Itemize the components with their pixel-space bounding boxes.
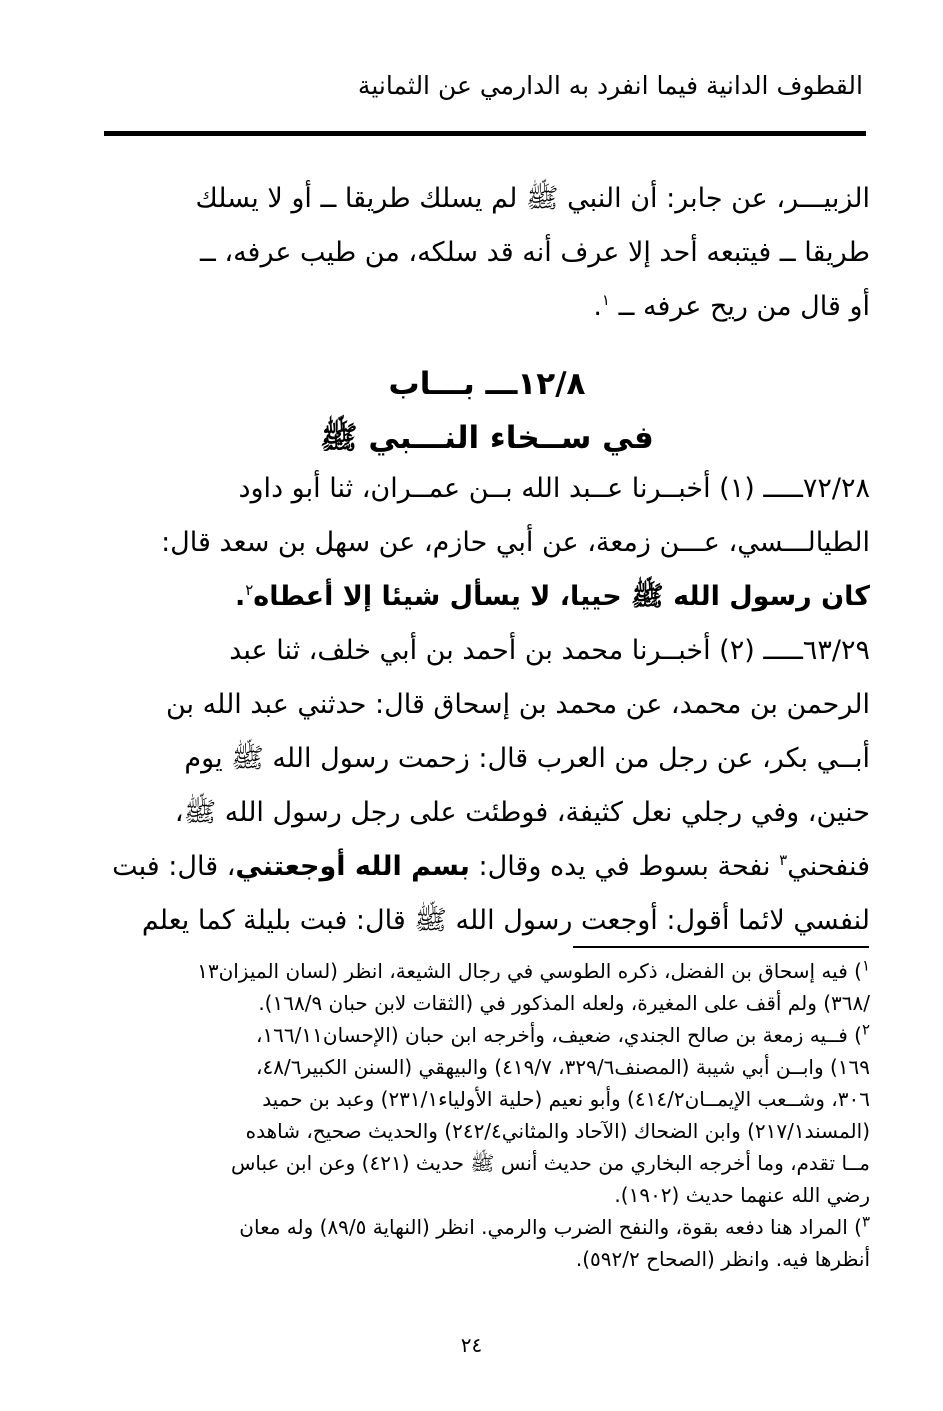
footnotes: [104, 955, 870, 1275]
intro-line-text: طريقا ــ فيتبعه أحد إلا عرف أنه قد سلكه، من طيب عرفه، ــ: [199, 237, 870, 268]
footnote-text: فــيه زمعة بن صالح الجندي، ضعيف، وأخرجه ابن حبان (الإحسان١٦٦/١١،: [255, 1023, 848, 1047]
hadith-28-quote-line: [104, 570, 870, 624]
footnote-line: $^١$) فيه إسحاق بن الفضل، ذكره الطوسي في رجال الشيعة، انظر (لسان الميزان١٣: [197, 956, 870, 983]
end-punctuation: .: [593, 291, 602, 322]
footnote-line: (المسند٢١٧/١) وابن الضحاك (الآحاد والمثاني٢٤٢/٤) والحديث صحيح، شاهده: [245, 1119, 870, 1143]
footnote-marker: ٣: [861, 1212, 870, 1231]
footnote-ref: ٢: [245, 581, 254, 599]
footnote-line: مــا تقدم، وما أخرجه البخاري من حديث أنس ﷺ حديث (٤٢١) وعن ابن عباس: [230, 1151, 870, 1175]
hadith-29-line: أبــي بكر، عن رجل من العرب قال: زحمت رسول الله ﷺ يوم: [184, 743, 870, 774]
hadith-29-text: ، قال: فبت: [112, 851, 236, 882]
end-punctuation: .: [234, 581, 246, 612]
hadith-29-line: ٦٣/٢٩ـــــ (٢) أخبــرنا محمد بن أحمد بن أبي خلف، ثنا عبد: [229, 635, 870, 666]
chapter-title: في ســخاء النـــبي ﷺ: [320, 420, 654, 456]
hadith-29-text: فنفحني: [787, 851, 870, 882]
hadith-29-line: الرحمن بن محمد، عن محمد بن إسحاق قال: حدثني عبد الله بن: [166, 689, 870, 720]
hadith-28-line: ٧٢/٢٨ـــــ (١) أخبــرنا عــبد الله بــن عمــران، ثنا أبو داود: [238, 473, 870, 504]
page-number: ٢٤: [460, 1333, 483, 1357]
running-header: القطوف الدانية فيما انفرد به الدارمي عن الثمانية: [357, 71, 863, 100]
intro-line: الزبيـــر، عن جابر: أن النبي ﷺ لم يسلك طريقا ــ أو لا يسلك: [195, 183, 870, 214]
hadith-28-quote: كان رسول الله ﷺ حييا، لا يسأل شيئا إلا أعطاه: [253, 581, 870, 612]
footnote-ref: ١: [601, 291, 610, 309]
footnote-line: $^٣$) المراد هنا دفعه بقوة، والنفح الضرب والرمي. انظر (النهاية ٨٩/٥) وله معان: [239, 1212, 870, 1239]
chapter-number: ١٢/٨ـــ بـــاب: [388, 366, 586, 402]
footnote-ref: ٣: [779, 851, 788, 869]
footnote-line: ١٦٩) وابــن أبي شيبة (المصنف٣٢٩/٦، ٤١٩/٧) والبيهقي (السنن الكبير٤٨/٦،: [256, 1055, 870, 1079]
hadith-29-line: لنفسي لائما أقول: أوجعت رسول الله ﷺ قال: فبت بليلة كما يعلم: [141, 905, 870, 936]
footnote-text: المراد هنا دفعه بقوة، والنفح الضرب والرمي. انظر (النهاية ٨٩/٥) وله معان: [239, 1215, 848, 1239]
footnote-marker: ١: [861, 956, 870, 975]
footnote-text: فيه إسحاق بن الفضل، ذكره الطوسي في رجال الشيعة، انظر (لسان الميزان١٣: [197, 959, 848, 983]
hadith-29-line: حنين، وفي رجلي نعل كثيفة، فوطئت على رجل رسول الله ﷺ،: [174, 797, 870, 828]
intro-line: [104, 280, 870, 334]
intro-paragraph: [104, 172, 870, 334]
footnote-line: رضي الله عنهما حديث (١٩٠٢).: [614, 1183, 870, 1207]
hadith-28-line: الطيالـــسي، عـــن زمعة، عن أبي حازم، عن سهل بن سعد قال:: [161, 527, 870, 558]
footnote-separator: [573, 946, 869, 948]
footnote-line: أنظرها فيه. وانظر (الصحاح ٥٩٢/٢).: [575, 1247, 870, 1271]
header-rule: [104, 131, 866, 136]
footnote-marker: ٢: [861, 1020, 870, 1039]
hadith-29-line: [104, 840, 870, 894]
footnote-line: ٣٠٦، وشــعب الإيمــان٤١٤/٢) وأبو نعيم (حلية الأولياء٢٣١/١) وعبد بن حميد: [262, 1087, 870, 1111]
intro-line-text: أو قال من ريح عرفه ــ: [618, 291, 870, 322]
intro-line: [104, 226, 870, 280]
hadith-29-quote: بسم الله أوجعتني: [235, 851, 470, 882]
hadith-29-text: نفحة بسوط في يده وقال:: [469, 851, 780, 882]
footnote-line: /٣٦٨) ولم أقف على المغيرة، ولعله المذكور في (الثقات لابن حبان ١٦٨/٩).: [258, 991, 870, 1015]
footnote-line: $^٢$) فــيه زمعة بن صالح الجندي، ضعيف، وأخرجه ابن حبان (الإحسان١٦٦/١١،: [255, 1020, 870, 1047]
hadith-section: [104, 462, 870, 948]
